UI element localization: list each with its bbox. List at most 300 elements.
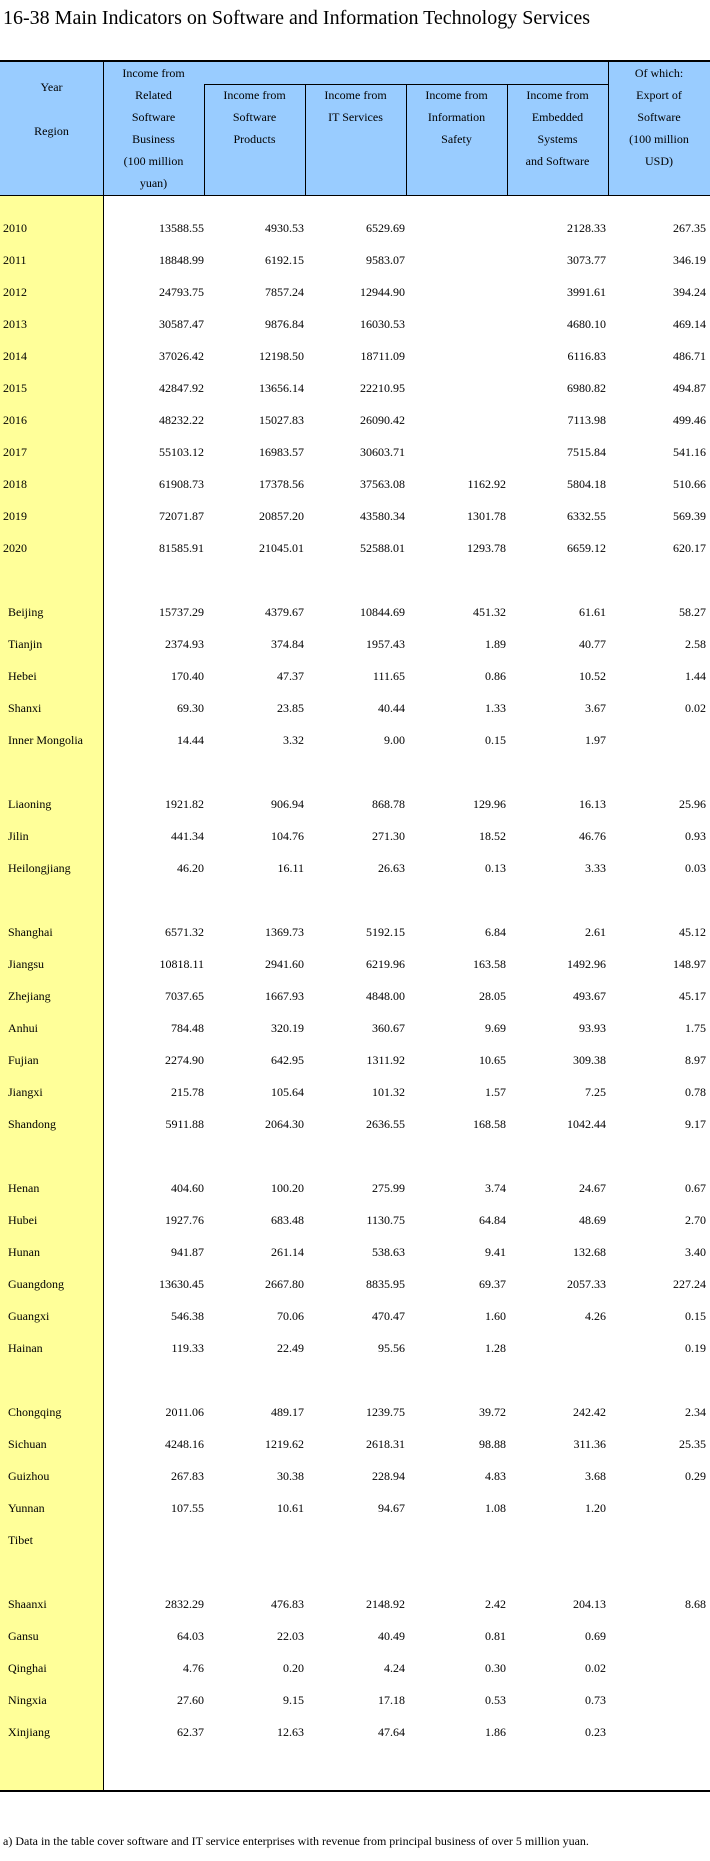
table-cell: 7857.24 [265,285,304,299]
table-cell: 45.17 [679,989,706,1003]
table-cell: 1.97 [585,733,606,747]
header-line: yuan) [139,176,168,190]
table-cell: 23.85 [277,701,304,715]
table-row [0,468,710,500]
table-cell: 27.60 [177,1693,204,1707]
table-cell: 868.78 [372,797,405,811]
table-cell: 104.76 [271,829,304,843]
table-cell: 3.32 [283,733,304,747]
table-cell: 55103.12 [159,445,204,459]
table-cell: 499.46 [673,413,706,427]
header-line: Software [131,110,176,124]
row-region-label: Tianjin [8,637,43,651]
table-row [0,276,710,308]
table-cell: 9.00 [384,733,405,747]
table-cell: 10844.69 [360,605,405,619]
table-cell: 1667.93 [265,989,304,1003]
table-cell: 25.96 [679,797,706,811]
table-cell: 0.69 [585,1629,606,1643]
header-line: Software [637,110,681,124]
table-cell: 569.39 [673,509,706,523]
row-region-label: Shandong [8,1117,56,1131]
header-line: Related [135,88,172,102]
table-cell: 404.60 [171,1181,204,1195]
table-row [0,1236,710,1268]
table-cell: 3.74 [485,1181,506,1195]
table-cell: 15737.29 [159,605,204,619]
table-cell: 320.19 [271,1021,304,1035]
table-cell: 61.61 [579,605,606,619]
table-cell: 1921.82 [165,797,204,811]
table-cell: 441.34 [171,829,204,843]
header-export-of-software [608,62,710,172]
table-cell: 16030.53 [360,317,405,331]
table-cell: 1.08 [485,1501,506,1515]
table-cell: 3.33 [585,861,606,875]
table-cell: 0.86 [485,669,506,683]
table-row [0,1044,710,1076]
table-cell: 6.84 [485,925,506,939]
table-cell: 2374.93 [165,637,204,651]
table-row [0,404,710,436]
table-cell: 17378.56 [259,477,304,491]
table-cell: 1293.78 [467,541,506,555]
table-cell: 17.18 [378,1693,405,1707]
table-row [0,1716,710,1748]
header-line: Export of [636,88,682,102]
header-line: Systems [537,132,578,146]
table-cell: 13588.55 [159,221,204,235]
table-row [0,212,710,244]
table-cell: 30587.47 [159,317,204,331]
header-region: Region [34,124,69,138]
table-row [0,436,710,468]
table-cell: 95.56 [378,1341,405,1355]
table-cell: 52588.01 [360,541,405,555]
table-row [0,1588,710,1620]
table-cell: 30.38 [277,1469,304,1483]
table-cell: 0.20 [283,1661,304,1675]
table-row [0,820,710,852]
table-cell: 0.15 [685,1309,706,1323]
table-cell: 2057.33 [567,1277,606,1291]
table-cell: 309.38 [573,1053,606,1067]
table-row [0,1524,710,1556]
row-region-label: Jiangxi [8,1085,43,1099]
table-cell: 0.78 [685,1085,706,1099]
table-cell: 2148.92 [366,1597,405,1611]
table-cell: 22.49 [277,1341,304,1355]
table-cell: 93.93 [579,1021,606,1035]
table-cell: 0.29 [685,1469,706,1483]
table-cell: 7037.65 [165,989,204,1003]
table-row [0,532,710,564]
table-cell: 4930.53 [265,221,304,235]
table-row [0,1268,710,1300]
table-cell: 18711.09 [360,349,405,363]
row-region-label: Anhui [8,1021,38,1035]
row-region-label: Yunnan [8,1501,45,1515]
table-cell: 0.73 [585,1693,606,1707]
table-cell: 132.68 [573,1245,606,1259]
table-cell: 12944.90 [360,285,405,299]
row-region-label: Jilin [8,829,29,843]
header-line: Embedded [531,110,584,124]
header-line: Business [132,132,175,146]
table-row [0,596,710,628]
table-cell: 489.17 [271,1405,304,1419]
table-cell: 0.02 [585,1661,606,1675]
table-cell: 494.87 [673,381,706,395]
header-line: Income from [324,88,387,102]
table-cell: 0.02 [685,701,706,715]
header-line: (100 million [123,154,184,168]
table-cell: 28.05 [479,989,506,1003]
table-cell: 267.83 [171,1469,204,1483]
table-row [0,340,710,372]
column-divider [204,84,205,196]
table-cell: 4248.16 [165,1437,204,1451]
table-cell: 8.68 [685,1597,706,1611]
table-row [0,1076,710,1108]
table-cell: 275.99 [372,1181,405,1195]
table-cell: 1492.96 [567,957,606,971]
table-cell: 0.19 [685,1341,706,1355]
table-cell: 16.13 [579,797,606,811]
table-cell: 1.75 [685,1021,706,1035]
table-cell: 20857.20 [259,509,304,523]
header-line: Income from [223,88,286,102]
table-row [0,1204,710,1236]
table-cell: 2618.31 [366,1437,405,1451]
row-year-label: 2016 [3,413,27,427]
table-cell: 0.15 [485,733,506,747]
table-cell: 204.13 [573,1597,606,1611]
table-cell: 26.63 [378,861,405,875]
header-year: Year [40,80,63,94]
table-row [0,1332,710,1364]
table-cell: 6192.15 [265,253,304,267]
table-cell: 107.55 [171,1501,204,1515]
data-table [0,60,710,1792]
table-cell: 37026.42 [159,349,204,363]
header-line: (100 million [629,132,689,146]
table-cell: 45.12 [679,925,706,939]
table-cell: 64.03 [177,1629,204,1643]
table-row [0,500,710,532]
header-it-services [305,84,406,128]
table-cell: 7113.98 [567,413,606,427]
table-cell: 40.44 [378,701,405,715]
table-cell: 394.24 [673,285,706,299]
header-information-safety [406,84,507,150]
table-cell: 9876.84 [265,317,304,331]
table-cell: 1239.75 [366,1405,405,1419]
table-cell: 21045.01 [259,541,304,555]
table-cell: 42847.92 [159,381,204,395]
row-year-label: 2020 [3,541,27,555]
table-cell: 94.67 [378,1501,405,1515]
table-cell: 242.42 [573,1405,606,1419]
table-cell: 2636.55 [366,1117,405,1131]
table-cell: 58.27 [679,605,706,619]
table-cell: 1042.44 [567,1117,606,1131]
table-cell: 1311.92 [366,1053,405,1067]
column-divider [608,62,609,196]
row-region-label: Henan [8,1181,40,1195]
table-cell: 15027.83 [259,413,304,427]
table-cell: 6332.55 [567,509,606,523]
table-cell: 61908.73 [159,477,204,491]
table-cell: 360.67 [372,1021,405,1035]
row-region-label: Shanxi [8,701,42,715]
row-region-label: Hainan [8,1341,43,1355]
table-cell: 346.19 [673,253,706,267]
row-year-label: 2013 [3,317,27,331]
table-cell: 22.03 [277,1629,304,1643]
table-cell: 129.96 [473,797,506,811]
table-cell: 6219.96 [366,957,405,971]
table-cell: 9583.07 [366,253,405,267]
row-region-label: Zhejiang [8,989,51,1003]
row-region-label: Gansu [8,1629,39,1643]
header-line: IT Services [328,110,383,124]
table-cell: 4.24 [384,1661,405,1675]
row-region-label: Chongqing [8,1405,62,1419]
header-line: Information [427,110,486,124]
table-cell: 13630.45 [159,1277,204,1291]
table-cell: 476.83 [271,1597,304,1611]
row-region-label: Heilongjiang [8,861,71,875]
table-cell: 13656.14 [259,381,304,395]
table-cell: 70.06 [277,1309,304,1323]
row-region-label: Shanghai [8,925,53,939]
row-year-label: 2017 [3,445,27,459]
table-cell: 40.49 [378,1629,405,1643]
table-cell: 486.71 [673,349,706,363]
table-cell: 18.52 [479,829,506,843]
header-software-products [204,84,305,150]
row-year-label: 2011 [3,253,27,267]
row-region-label: Guangdong [8,1277,64,1291]
table-row [0,308,710,340]
table-cell: 5192.15 [366,925,405,939]
table-cell: 6116.83 [567,349,606,363]
table-cell: 170.40 [171,669,204,683]
table-cell: 24793.75 [159,285,204,299]
table-row [0,1460,710,1492]
table-cell: 0.23 [585,1725,606,1739]
row-region-label: Xinjiang [8,1725,50,1739]
table-cell: 1.44 [685,669,706,683]
table-cell: 7515.84 [567,445,606,459]
table-cell: 7.25 [585,1085,606,1099]
table-row [0,948,710,980]
table-cell: 0.93 [685,829,706,843]
table-cell: 2832.29 [165,1597,204,1611]
table-cell: 1301.78 [467,509,506,523]
table-cell: 374.84 [271,637,304,651]
table-cell: 3.40 [685,1245,706,1259]
table-cell: 1130.75 [366,1213,405,1227]
header-embedded-systems [507,84,608,172]
table-row [0,244,710,276]
table-cell: 22210.95 [360,381,405,395]
table-cell: 538.63 [372,1245,405,1259]
table-cell: 9.15 [283,1693,304,1707]
header-line: Software [232,110,277,124]
table-cell: 0.67 [685,1181,706,1195]
table-cell: 451.32 [473,605,506,619]
table-cell: 6980.82 [567,381,606,395]
table-cell: 163.58 [473,957,506,971]
table-cell: 4848.00 [366,989,405,1003]
table-row [0,1108,710,1140]
table-cell: 2667.80 [265,1277,304,1291]
row-year-label: 2012 [3,285,27,299]
table-cell: 105.64 [271,1085,304,1099]
table-cell: 4.83 [485,1469,506,1483]
table-row [0,1428,710,1460]
header-line: USD) [644,154,673,168]
table-cell: 100.20 [271,1181,304,1195]
row-region-label: Hunan [8,1245,40,1259]
table-cell: 46.76 [579,829,606,843]
table-cell: 43580.34 [360,509,405,523]
table-cell: 111.65 [372,669,405,683]
table-row [0,692,710,724]
table-cell: 98.88 [479,1437,506,1451]
table-cell: 12.63 [277,1725,304,1739]
header-line: Income from [526,88,589,102]
table-cell: 941.87 [171,1245,204,1259]
table-row [0,724,710,756]
header-line: and Software [525,154,590,168]
table-cell: 2.34 [685,1405,706,1419]
row-year-label: 2019 [3,509,27,523]
table-row [0,1620,710,1652]
table-cell: 620.17 [673,541,706,555]
table-cell: 9.17 [685,1117,706,1131]
table-cell: 8835.95 [366,1277,405,1291]
table-row [0,1652,710,1684]
table-cell: 6571.32 [165,925,204,939]
table-cell: 10.65 [479,1053,506,1067]
table-cell: 4680.10 [567,317,606,331]
table-cell: 1.28 [485,1341,506,1355]
table-cell: 5911.88 [165,1117,204,1131]
row-region-label: Qinghai [8,1661,47,1675]
table-cell: 4.76 [183,1661,204,1675]
row-region-label: Fujian [8,1053,39,1067]
table-cell: 1957.43 [366,637,405,651]
table-cell: 683.48 [271,1213,304,1227]
row-region-label: Beijing [8,605,44,619]
row-region-label: Jiangsu [8,957,44,971]
table-cell: 1.33 [485,701,506,715]
table-cell: 10.61 [277,1501,304,1515]
table-cell: 6659.12 [567,541,606,555]
table-cell: 0.53 [485,1693,506,1707]
table-cell: 2011.06 [165,1405,204,1419]
table-cell: 0.30 [485,1661,506,1675]
row-region-label: Hebei [8,669,37,683]
table-cell: 3.68 [585,1469,606,1483]
header-line: Of which: [634,66,684,80]
table-row [0,852,710,884]
row-region-label: Inner Mongolia [8,733,83,747]
column-divider [305,84,306,196]
table-cell: 493.67 [573,989,606,1003]
row-year-label: 2015 [3,381,27,395]
table-cell: 47.64 [378,1725,405,1739]
column-divider [507,84,508,196]
table-cell: 541.16 [673,445,706,459]
table-cell: 81585.91 [159,541,204,555]
table-cell: 1219.62 [265,1437,304,1451]
table-cell: 228.94 [372,1469,405,1483]
table-cell: 0.03 [685,861,706,875]
table-cell: 30603.71 [360,445,405,459]
table-row [0,1300,710,1332]
table-row [0,916,710,948]
table-cell: 46.20 [177,861,204,875]
table-cell: 2941.60 [265,957,304,971]
table-cell: 5804.18 [567,477,606,491]
table-cell: 0.13 [485,861,506,875]
table-cell: 0.81 [485,1629,506,1643]
table-cell: 9.69 [485,1021,506,1035]
table-cell: 39.72 [479,1405,506,1419]
table-cell: 2.58 [685,637,706,651]
table-cell: 510.66 [673,477,706,491]
column-divider [406,84,407,196]
table-cell: 101.32 [372,1085,405,1099]
table-cell: 2128.33 [567,221,606,235]
table-cell: 2064.30 [265,1117,304,1131]
table-row [0,1396,710,1428]
table-cell: 26090.42 [360,413,405,427]
table-row [0,660,710,692]
row-year-label: 2018 [3,477,27,491]
table-cell: 3073.77 [567,253,606,267]
table-cell: 469.14 [673,317,706,331]
header-line: Products [233,132,276,146]
table-cell: 168.58 [473,1117,506,1131]
table-cell: 14.44 [177,733,204,747]
table-cell: 546.38 [171,1309,204,1323]
table-cell: 1369.73 [265,925,304,939]
table-cell: 69.30 [177,701,204,715]
row-region-label: Ningxia [8,1693,47,1707]
table-cell: 10818.11 [159,957,204,971]
table-cell: 1.20 [585,1501,606,1515]
row-region-label: Guangxi [8,1309,50,1323]
table-cell: 784.48 [171,1021,204,1035]
table-cell: 1.86 [485,1725,506,1739]
table-cell: 267.35 [673,221,706,235]
header-line: Income from [122,66,185,80]
table-cell: 2.42 [485,1597,506,1611]
footnote: a) Data in the table cover software and IT service enterprises with revenue from principal business of over 5 million yuan. [3,1834,589,1848]
table-cell: 1927.76 [165,1213,204,1227]
table-cell: 62.37 [177,1725,204,1739]
table-cell: 37563.08 [360,477,405,491]
table-cell: 24.67 [579,1181,606,1195]
table-cell: 2.61 [585,925,606,939]
table-cell: 72071.87 [159,509,204,523]
table-cell: 9.41 [485,1245,506,1259]
